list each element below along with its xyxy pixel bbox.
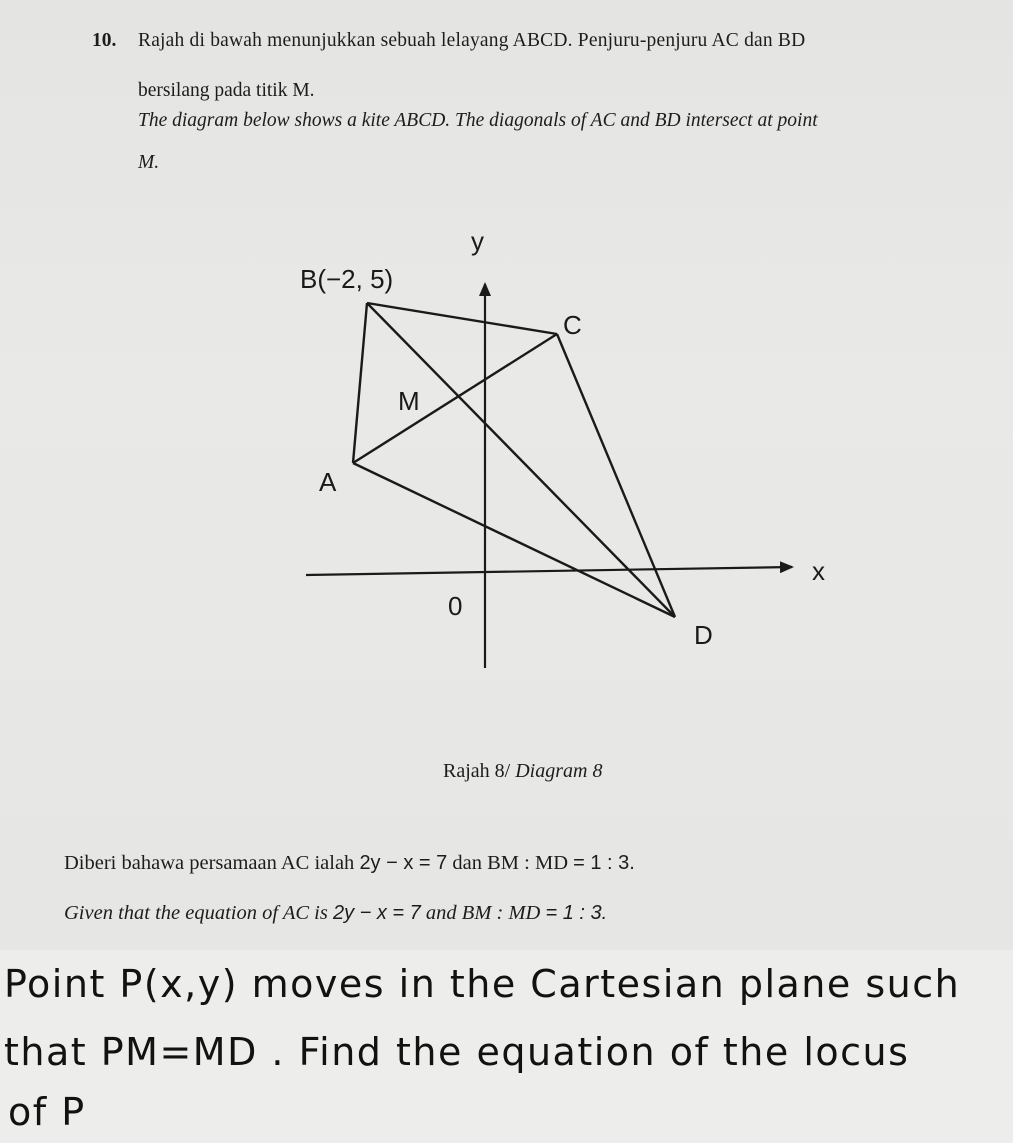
label-origin: 0 [448, 591, 463, 621]
diagram-caption [443, 760, 602, 783]
question-text-malay-1: Rajah di bawah menunjukkan sebuah lelayang ABCD. Penjuru-penjuru AC dan BD [138, 30, 806, 51]
side-BC [367, 303, 557, 334]
question-text-english-2: M. [138, 152, 160, 173]
label-A: A [319, 467, 337, 497]
label-B: B(−2, 5) [300, 264, 394, 294]
diagonal-AC [353, 334, 557, 463]
given-english-ratio: = 1 : 3. [545, 902, 608, 924]
label-D: D [694, 620, 713, 650]
x-axis [306, 567, 792, 575]
question-text-malay-2: bersilang pada titik M. [138, 80, 315, 101]
label-x: x [812, 556, 825, 586]
label-M: M [398, 386, 420, 416]
side-CD [557, 334, 675, 617]
given-english [64, 902, 607, 925]
given-malay-mid: dan BM : MD [452, 852, 569, 874]
given-english-equation: 2y − x = 7 [332, 902, 421, 924]
handwritten-line-1: Point P(x,y) moves in the Cartesian plane such [4, 962, 961, 1006]
given-malay [64, 852, 635, 875]
label-y: y [471, 226, 484, 256]
given-malay-equation: 2y − x = 7 [359, 852, 448, 874]
diagonal-BD [367, 303, 675, 617]
handwritten-line-3: of P [8, 1090, 86, 1134]
label-C: C [563, 310, 582, 340]
question-number: 10. [92, 30, 117, 51]
question-text-english-1: The diagram below shows a kite ABCD. The diagonals of AC and BD intersect at point [138, 110, 818, 131]
caption-english: Diagram 8 [515, 760, 603, 782]
caption-malay: Rajah 8/ [443, 760, 511, 782]
given-malay-prefix: Diberi bahawa persamaan AC ialah [64, 852, 355, 874]
given-malay-ratio: = 1 : 3. [573, 852, 635, 874]
given-english-mid: and BM : MD [425, 902, 541, 924]
side-DA [353, 463, 675, 617]
handwritten-line-2: that PM=MD . Find the equation of the locus [4, 1030, 910, 1074]
side-AB [353, 303, 367, 463]
given-english-prefix: Given that the equation of AC is [64, 902, 328, 924]
